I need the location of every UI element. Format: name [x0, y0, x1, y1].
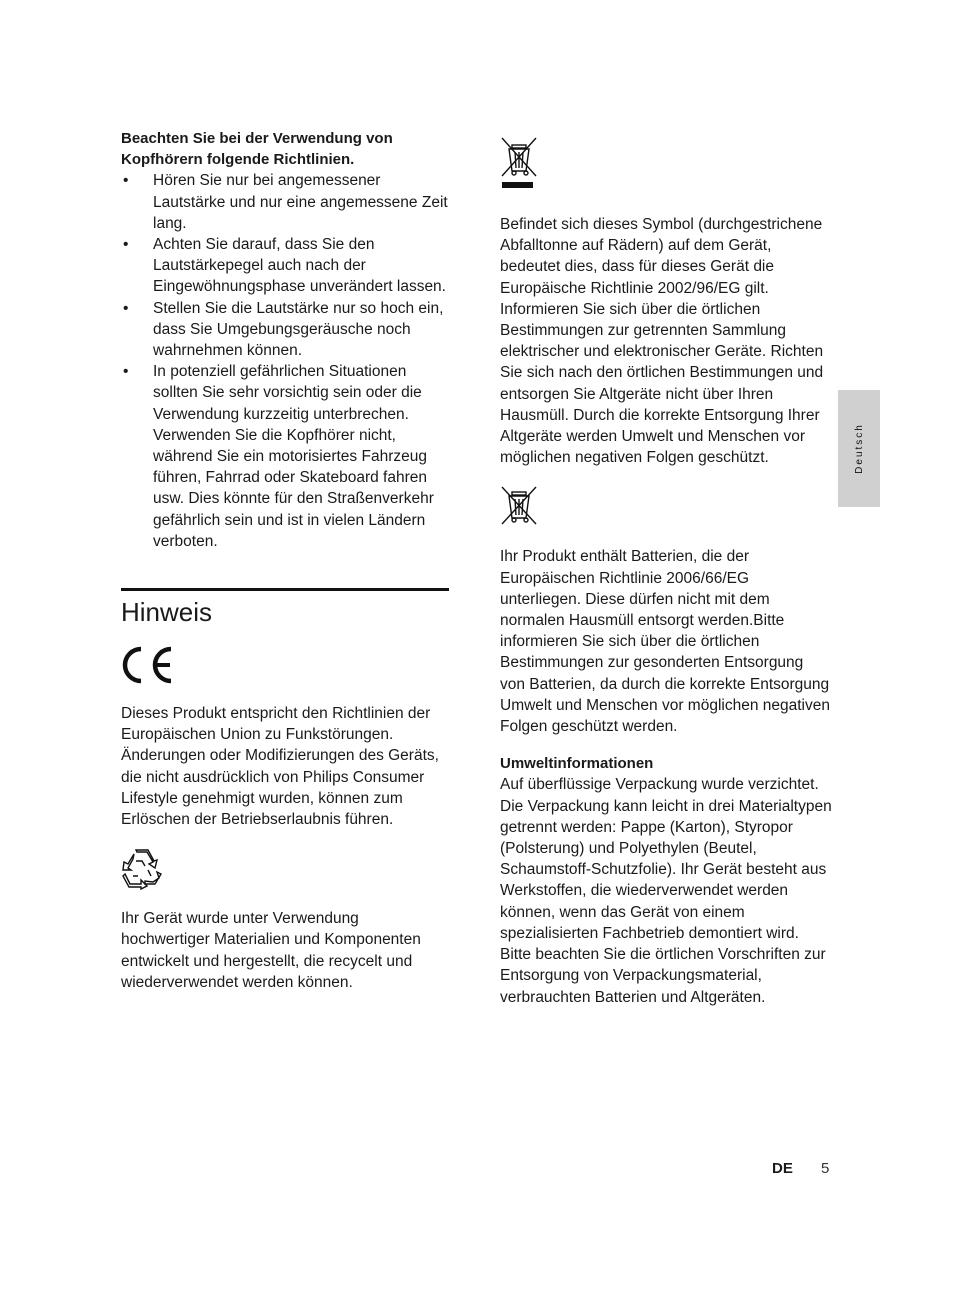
footer-language: DE	[772, 1160, 793, 1177]
side-tab-label: Deutsch	[853, 423, 865, 474]
left-column	[121, 128, 451, 993]
list-item: • In potenziell gefährlichen Situationen sollten Sie sehr vorsichtig sein oder die Verwendung kurzzeitig unterbrechen. Verwenden Sie die Kopfhörer nicht, während Sie ein motorisiertes Fahrzeug führen, Fahrrad oder Skateboard fahren usw. Dies könnte für den Straßenverkehr gefährlich sein und ist in vielen Ländern verboten.	[121, 361, 451, 552]
list-item: • Hören Sie nur bei angemessener Lautstärke und nur eine angemessene Zeit lang.	[121, 170, 451, 234]
language-side-tab	[838, 390, 880, 507]
page-number: 5	[821, 1160, 830, 1177]
headphone-guidelines-list	[121, 170, 451, 552]
right-column	[500, 128, 832, 1008]
environment-heading: Umweltinformationen	[500, 755, 654, 773]
ce-mark-icon	[121, 645, 177, 685]
recycle-icon	[121, 848, 163, 890]
section-title: Hinweis	[121, 597, 213, 628]
battery-statement: Ihr Produkt enthält Batterien, die der Europäischen Richtlinie 2006/66/EG unterliegen. Diese dürfen nicht mit dem normalen Hausmüll entsorgt werden.Bitte informieren Sie sich über die örtlichen Bestimmungen zur gesonderten Entsorgung von Batterien, da durch die korrekte Entsorgung Umwelt und Menschen vor möglichen negativen Folgen geschützt werden.	[500, 548, 830, 736]
recycle-statement: Ihr Gerät wurde unter Verwendung hochwertiger Materialien und Komponenten entwickelt und hergestellt, die recycelt und wiederverwendet werden können.	[121, 910, 421, 991]
environment-statement: Auf überflüssige Verpackung wurde verzichtet. Die Verpackung kann leicht in drei Materialtypen getrennt werden: Pappe (Karton), Styropor (Polsterung) und Polyethylen (Beutel, Schaumstoff-Schutzfolie). Ihr Gerät besteht aus Werkstoffen, die wiederverwendet werden können, wenn das Gerät von einem spezialisierten Fachbetrieb demontiert wird. Bitte beachten Sie die örtlichen Vorschriften zur Entsorgung von Verpackungsmaterial, verbrauchten Batterien und Altgeräten.	[500, 776, 832, 1006]
headphone-guidelines-heading: Beachten Sie bei der Verwendung von Kopfhörern folgende Richtlinien.	[121, 130, 393, 169]
list-item: • Stellen Sie die Lautstärke nur so hoch ein, dass Sie Umgebungsgeräusche noch wahrnehmen können.	[121, 298, 451, 362]
page-footer	[772, 1160, 829, 1177]
crossed-bin-small-icon	[500, 486, 538, 526]
section-divider	[121, 588, 449, 591]
ce-statement: Dieses Produkt entspricht den Richtlinien der Europäischen Union zu Funkstörungen. Änderungen oder Modifizierungen des Geräts, die nicht ausdrücklich von Philips Consumer Lifestyle genehmigt wurden, können zum Erlöschen der Betriebserlaubnis führen.	[121, 705, 439, 829]
crossed-bin-icon	[500, 136, 538, 192]
list-item: • Achten Sie darauf, dass Sie den Lautstärkepegel auch nach der Eingewöhnungsphase unverändert lassen.	[121, 234, 451, 298]
weee-statement: Befindet sich dieses Symbol (durchgestrichene Abfalltonne auf Rädern) auf dem Gerät, bedeutet dies, dass für dieses Gerät die Europäische Richtlinie 2002/96/EG gilt. Informieren Sie sich über die örtlichen Bestimmungen zur getrennten Sammlung elektrischer und elektronischer Geräte. Richten Sie sich nach den örtlichen Bestimmungen und entsorgen Sie Altgeräte nicht über Ihren Hausmüll. Durch die korrekte Entsorgung Ihrer Altgeräte werden Umwelt und Menschen vor möglichen negativen Folgen geschützt.	[500, 216, 824, 467]
